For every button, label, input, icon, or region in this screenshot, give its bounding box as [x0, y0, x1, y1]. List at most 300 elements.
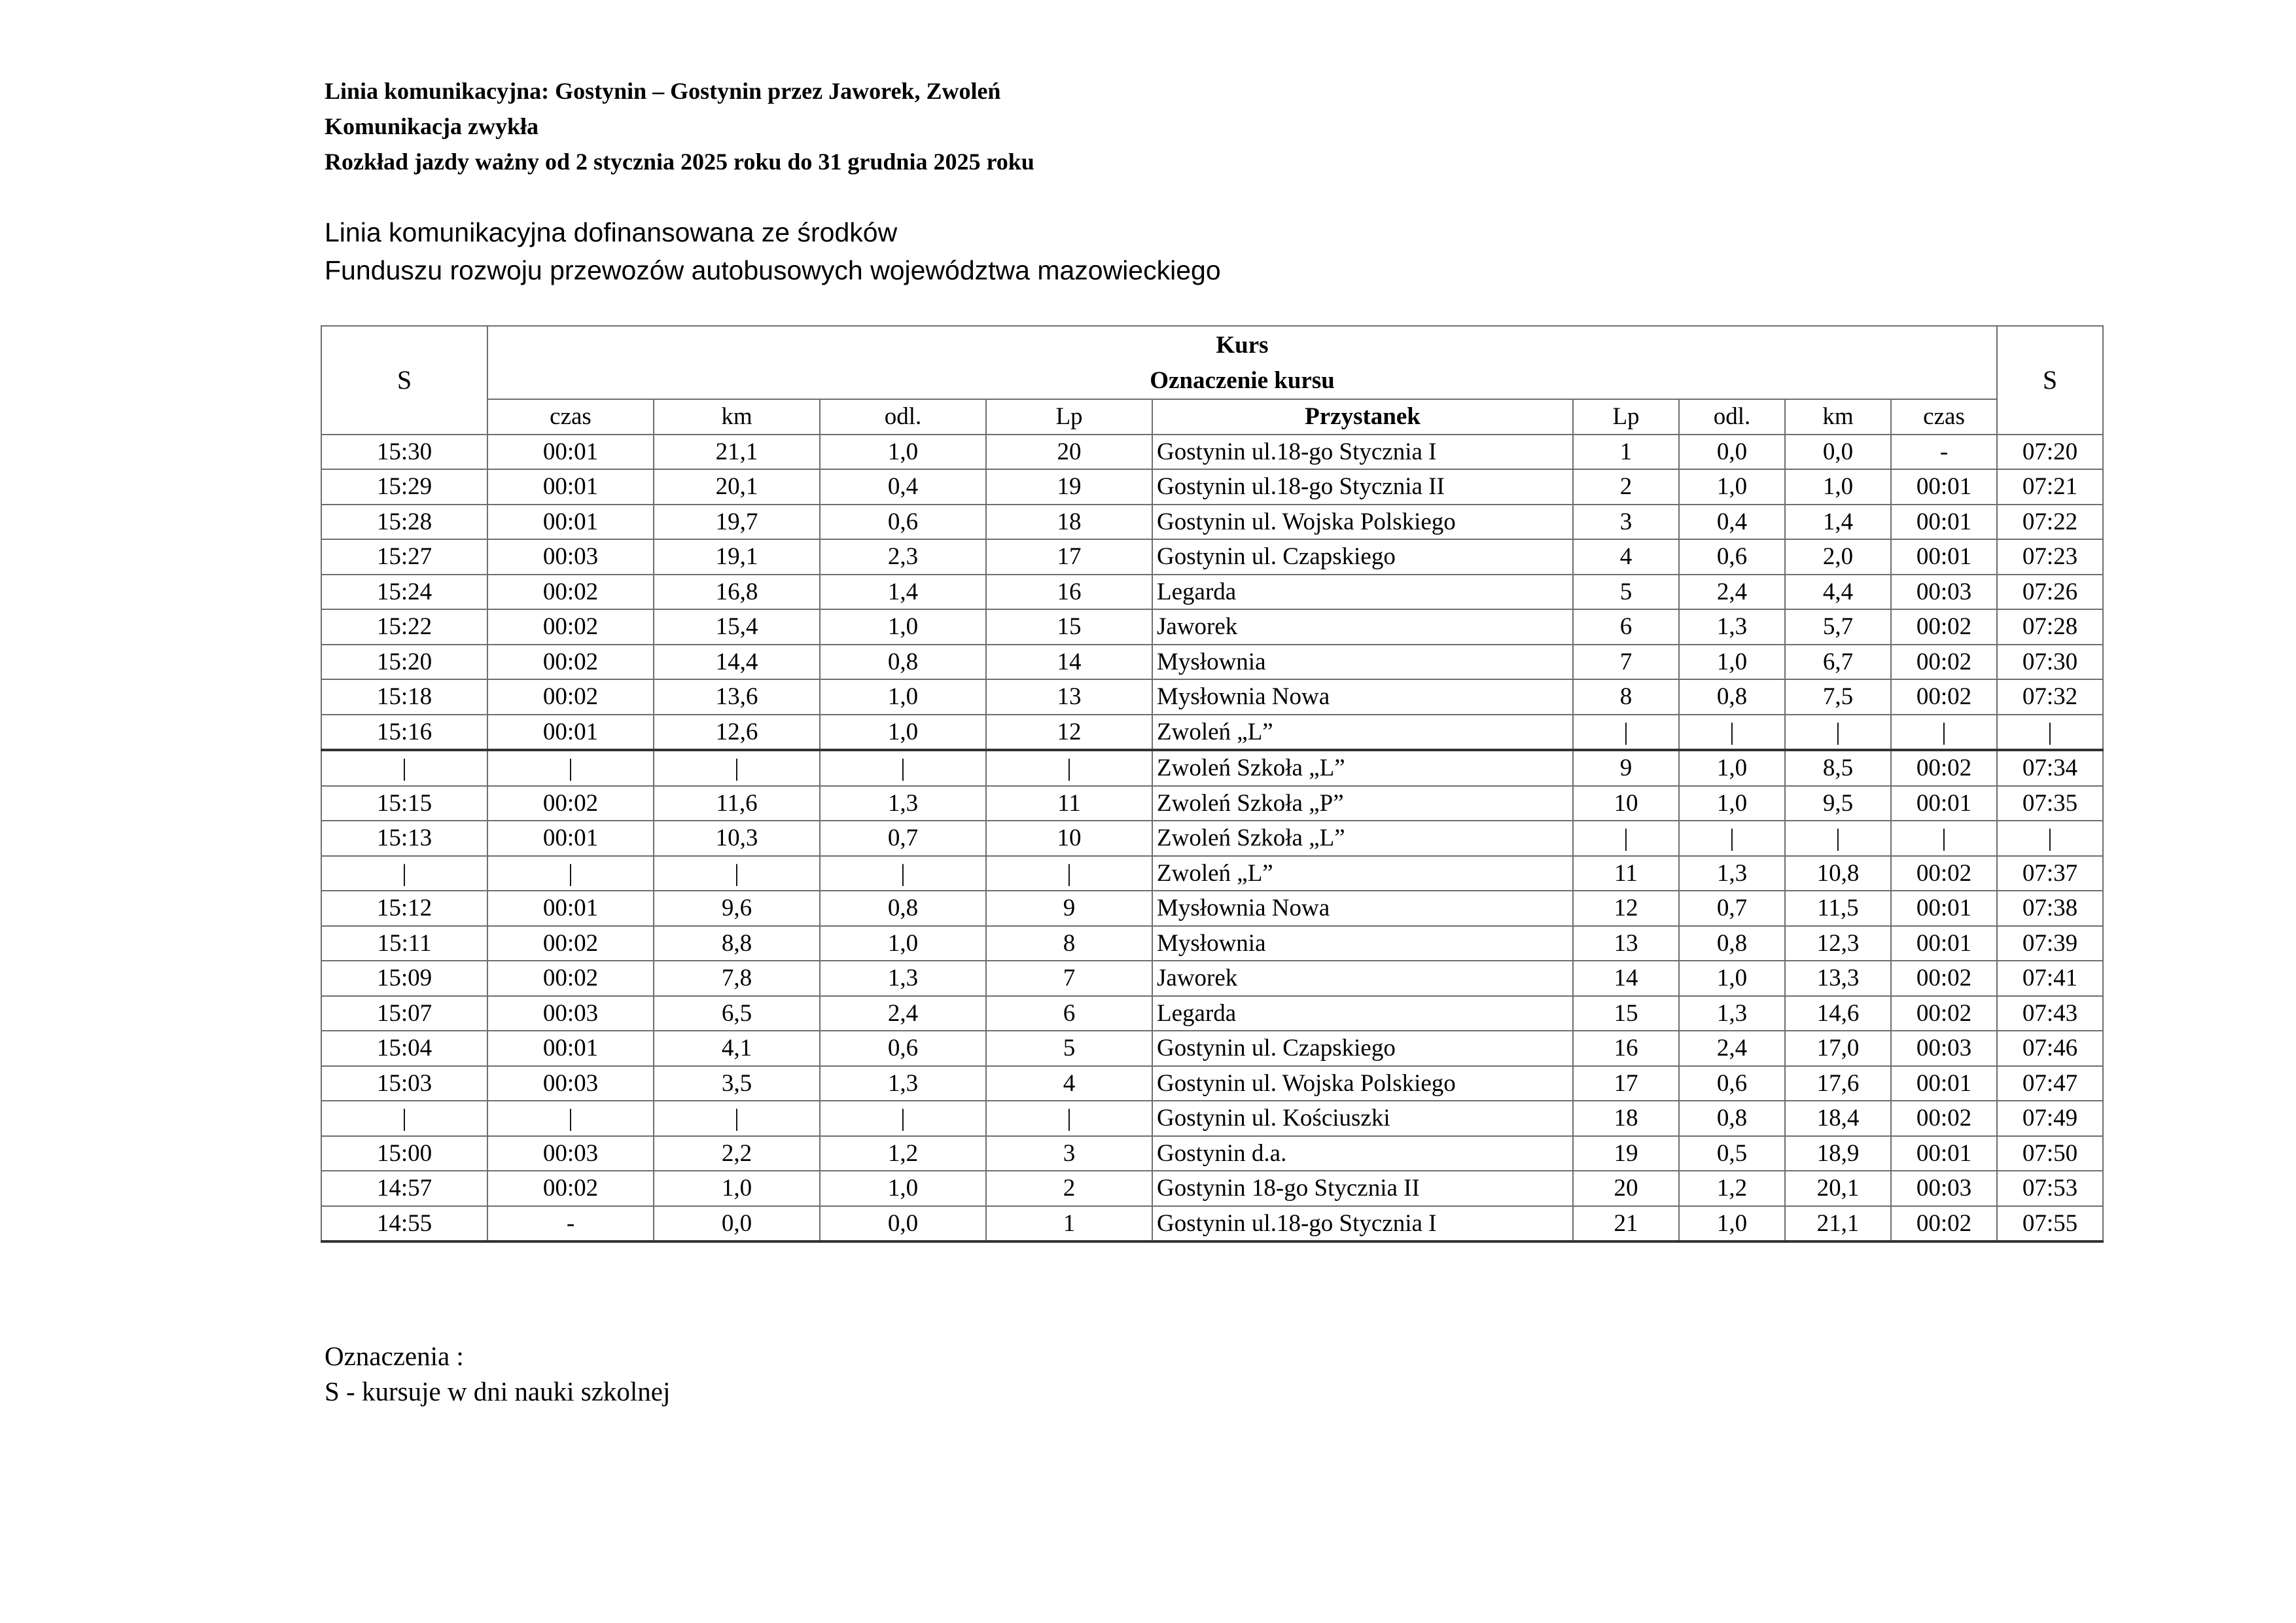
czas-out: 00:02	[1891, 856, 1997, 891]
dep-time-out: |	[1997, 715, 2103, 751]
lp-out: 15	[1573, 996, 1679, 1031]
legend	[325, 1338, 670, 1409]
czas-return: 00:02	[487, 575, 654, 610]
lp-out: 5	[1573, 575, 1679, 610]
dep-time-out: 07:23	[1997, 539, 2103, 575]
odl-out: 0,6	[1679, 539, 1785, 575]
dep-time-out: 07:41	[1997, 961, 2103, 996]
odl-return: 1,0	[820, 609, 986, 645]
odl-return: 0,7	[820, 821, 986, 856]
funding-line-1: Linia komunikacyjna dofinansowana ze środków	[325, 217, 898, 247]
km-return: 12,6	[654, 715, 820, 751]
timetable	[321, 325, 2104, 1243]
lp-return: |	[986, 856, 1152, 891]
stop-name: Gostynin ul. Czapskiego	[1152, 1031, 1573, 1066]
dep-time-return: |	[321, 856, 487, 891]
czas-return: 00:01	[487, 715, 654, 751]
km-return: 2,2	[654, 1136, 820, 1171]
odl-out: 1,0	[1679, 786, 1785, 821]
dep-time-out: 07:26	[1997, 575, 2103, 610]
odl-out: 0,8	[1679, 1101, 1785, 1136]
column-header-3: odl.	[820, 399, 986, 435]
stop-name: Gostynin ul.18-go Stycznia II	[1152, 469, 1573, 505]
column-header-7: odl.	[1679, 399, 1785, 435]
odl-out: 0,5	[1679, 1136, 1785, 1171]
km-return: 9,6	[654, 891, 820, 926]
km-out: 17,0	[1785, 1031, 1891, 1066]
km-return: 20,1	[654, 469, 820, 505]
right-s-header: S	[1997, 326, 2103, 435]
czas-out: 00:01	[1891, 505, 1997, 540]
table-row	[321, 575, 2103, 610]
table-row	[321, 891, 2103, 926]
stop-name: Jaworek	[1152, 609, 1573, 645]
czas-return: 00:01	[487, 1031, 654, 1066]
dep-time-return: |	[321, 1101, 487, 1136]
lp-out: 6	[1573, 609, 1679, 645]
odl-return: 1,2	[820, 1136, 986, 1171]
table-row	[321, 1206, 2103, 1242]
odl-return: 1,0	[820, 435, 986, 470]
lp-return: 13	[986, 679, 1152, 715]
km-out: |	[1785, 821, 1891, 856]
dep-time-out: 07:39	[1997, 926, 2103, 961]
lp-return: 19	[986, 469, 1152, 505]
km-out: 21,1	[1785, 1206, 1891, 1242]
table-row	[321, 609, 2103, 645]
odl-return: 0,6	[820, 505, 986, 540]
czas-return: 00:03	[487, 1136, 654, 1171]
table-row	[321, 1101, 2103, 1136]
table-row	[321, 469, 2103, 505]
dep-time-return: 15:16	[321, 715, 487, 751]
kurs-header	[487, 326, 1997, 399]
km-return: 3,5	[654, 1066, 820, 1101]
odl-out: 0,8	[1679, 679, 1785, 715]
odl-out: 0,8	[1679, 926, 1785, 961]
lp-out: 18	[1573, 1101, 1679, 1136]
oznaczenie-label: Oznaczenie kursu	[1150, 367, 1335, 394]
left-s-header: S	[321, 326, 487, 435]
lp-return: 6	[986, 996, 1152, 1031]
dep-time-out: 07:35	[1997, 786, 2103, 821]
czas-return: |	[487, 856, 654, 891]
stop-name: Gostynin ul. Czapskiego	[1152, 539, 1573, 575]
lp-out: |	[1573, 715, 1679, 751]
odl-return: 0,0	[820, 1206, 986, 1242]
column-header-row	[321, 399, 2103, 435]
table-row	[321, 715, 2103, 751]
lp-out: 16	[1573, 1031, 1679, 1066]
lp-out: 17	[1573, 1066, 1679, 1101]
dep-time-out: 07:32	[1997, 679, 2103, 715]
czas-out: 00:03	[1891, 1171, 1997, 1206]
dep-time-out: 07:37	[1997, 856, 2103, 891]
dep-time-out: 07:30	[1997, 645, 2103, 680]
stop-name: Gostynin 18-go Stycznia II	[1152, 1171, 1573, 1206]
odl-out: |	[1679, 715, 1785, 751]
stop-name: Gostynin ul.18-go Stycznia I	[1152, 435, 1573, 470]
km-return: 19,7	[654, 505, 820, 540]
czas-return: 00:03	[487, 996, 654, 1031]
table-row	[321, 1066, 2103, 1101]
lp-return: 17	[986, 539, 1152, 575]
lp-out: 8	[1573, 679, 1679, 715]
funding-note	[325, 213, 1221, 289]
lp-return: 4	[986, 1066, 1152, 1101]
km-out: 12,3	[1785, 926, 1891, 961]
lp-out: 7	[1573, 645, 1679, 680]
czas-return: |	[487, 1101, 654, 1136]
odl-out: 1,0	[1679, 750, 1785, 786]
czas-out: 00:01	[1891, 926, 1997, 961]
stop-name: Mysłownia	[1152, 645, 1573, 680]
odl-out: 1,0	[1679, 645, 1785, 680]
odl-return: 2,4	[820, 996, 986, 1031]
odl-out: 1,0	[1679, 469, 1785, 505]
km-return: 0,0	[654, 1206, 820, 1242]
dep-time-return: 15:07	[321, 996, 487, 1031]
legend-item-s: S - kursuje w dni nauki szkolnej	[325, 1376, 671, 1406]
table-row	[321, 505, 2103, 540]
km-return: |	[654, 1101, 820, 1136]
kurs-label: Kurs	[1216, 332, 1269, 359]
km-out: 7,5	[1785, 679, 1891, 715]
dep-time-return: 15:20	[321, 645, 487, 680]
dep-time-out: 07:20	[1997, 435, 2103, 470]
czas-out: 00:01	[1891, 786, 1997, 821]
dep-time-return: 14:57	[321, 1171, 487, 1206]
km-out: 9,5	[1785, 786, 1891, 821]
odl-out: 2,4	[1679, 575, 1785, 610]
km-return: 19,1	[654, 539, 820, 575]
czas-out: 00:01	[1891, 469, 1997, 505]
document-header	[325, 73, 1034, 179]
czas-return: 00:02	[487, 926, 654, 961]
czas-return: 00:02	[487, 1171, 654, 1206]
odl-out: 1,3	[1679, 609, 1785, 645]
dep-time-return: 15:24	[321, 575, 487, 610]
odl-return: 0,6	[820, 1031, 986, 1066]
dep-time-return: 15:03	[321, 1066, 487, 1101]
dep-time-out: 07:21	[1997, 469, 2103, 505]
table-row	[321, 926, 2103, 961]
lp-out: 21	[1573, 1206, 1679, 1242]
lp-return: 8	[986, 926, 1152, 961]
dep-time-return: 15:00	[321, 1136, 487, 1171]
table-row	[321, 996, 2103, 1031]
dep-time-out: 07:46	[1997, 1031, 2103, 1066]
stop-name: Gostynin ul. Kościuszki	[1152, 1101, 1573, 1136]
lp-return: |	[986, 750, 1152, 786]
dep-time-out: 07:53	[1997, 1171, 2103, 1206]
km-return: |	[654, 750, 820, 786]
service-type: Komunikacja zwykła	[325, 113, 539, 139]
odl-out: 0,6	[1679, 1066, 1785, 1101]
km-out: 14,6	[1785, 996, 1891, 1031]
km-out: 4,4	[1785, 575, 1891, 610]
odl-return: 1,0	[820, 1171, 986, 1206]
km-out: 17,6	[1785, 1066, 1891, 1101]
lp-return: 3	[986, 1136, 1152, 1171]
stop-name: Gostynin ul.18-go Stycznia I	[1152, 1206, 1573, 1242]
km-return: 10,3	[654, 821, 820, 856]
odl-out: 0,4	[1679, 505, 1785, 540]
lp-out: 3	[1573, 505, 1679, 540]
lp-out: 1	[1573, 435, 1679, 470]
czas-out: 00:02	[1891, 961, 1997, 996]
czas-return: 00:01	[487, 435, 654, 470]
lp-out: 10	[1573, 786, 1679, 821]
czas-out: 00:02	[1891, 750, 1997, 786]
lp-return: 7	[986, 961, 1152, 996]
km-out: 8,5	[1785, 750, 1891, 786]
lp-out: 12	[1573, 891, 1679, 926]
km-return: 8,8	[654, 926, 820, 961]
czas-return: -	[487, 1206, 654, 1242]
km-out: 18,4	[1785, 1101, 1891, 1136]
lp-return: 10	[986, 821, 1152, 856]
km-return: 16,8	[654, 575, 820, 610]
odl-out: 1,0	[1679, 961, 1785, 996]
odl-out: 1,3	[1679, 996, 1785, 1031]
stop-name: Mysłownia Nowa	[1152, 891, 1573, 926]
czas-out: |	[1891, 715, 1997, 751]
table-row	[321, 435, 2103, 470]
stop-name: Jaworek	[1152, 961, 1573, 996]
km-return: 11,6	[654, 786, 820, 821]
dep-time-return: 15:13	[321, 821, 487, 856]
column-header-4: Lp	[986, 399, 1152, 435]
stop-name: Zwoleń „L”	[1152, 856, 1573, 891]
dep-time-out: 07:22	[1997, 505, 2103, 540]
line-title: Linia komunikacyjna: Gostynin – Gostynin przez Jaworek, Zwoleń	[325, 78, 1001, 104]
dep-time-return: 15:30	[321, 435, 487, 470]
dep-time-out: 07:38	[1997, 891, 2103, 926]
odl-return: |	[820, 750, 986, 786]
dep-time-out: 07:43	[1997, 996, 2103, 1031]
legend-title: Oznaczenia :	[325, 1341, 464, 1371]
lp-out: 13	[1573, 926, 1679, 961]
czas-out: 00:02	[1891, 1206, 1997, 1242]
czas-return: 00:01	[487, 469, 654, 505]
odl-return: 1,0	[820, 679, 986, 715]
czas-return: |	[487, 750, 654, 786]
odl-out: 1,2	[1679, 1171, 1785, 1206]
lp-return: 12	[986, 715, 1152, 751]
km-return: 21,1	[654, 435, 820, 470]
lp-return: 11	[986, 786, 1152, 821]
odl-return: 0,8	[820, 645, 986, 680]
odl-out: 2,4	[1679, 1031, 1785, 1066]
odl-return: 1,0	[820, 926, 986, 961]
column-header-6: Lp	[1573, 399, 1679, 435]
czas-out: 00:02	[1891, 679, 1997, 715]
lp-return: 20	[986, 435, 1152, 470]
odl-return: |	[820, 856, 986, 891]
lp-out: 19	[1573, 1136, 1679, 1171]
czas-return: 00:02	[487, 609, 654, 645]
km-out: 1,0	[1785, 469, 1891, 505]
dep-time-return: 15:12	[321, 891, 487, 926]
lp-return: 18	[986, 505, 1152, 540]
column-header-5: Przystanek	[1152, 399, 1573, 435]
table-row	[321, 786, 2103, 821]
dep-time-return: 15:15	[321, 786, 487, 821]
lp-return: 16	[986, 575, 1152, 610]
lp-return: 9	[986, 891, 1152, 926]
czas-out: 00:01	[1891, 539, 1997, 575]
km-out: 10,8	[1785, 856, 1891, 891]
odl-return: 0,4	[820, 469, 986, 505]
odl-out: 0,0	[1679, 435, 1785, 470]
table-row	[321, 750, 2103, 786]
lp-out: |	[1573, 821, 1679, 856]
czas-return: 00:02	[487, 961, 654, 996]
stop-name: Legarda	[1152, 575, 1573, 610]
dep-time-out: |	[1997, 821, 2103, 856]
dep-time-out: 07:50	[1997, 1136, 2103, 1171]
lp-out: 4	[1573, 539, 1679, 575]
stop-name: Zwoleń „L”	[1152, 715, 1573, 751]
dep-time-return: 14:55	[321, 1206, 487, 1242]
czas-return: 00:02	[487, 679, 654, 715]
lp-out: 2	[1573, 469, 1679, 505]
dep-time-return: 15:11	[321, 926, 487, 961]
odl-out: 0,7	[1679, 891, 1785, 926]
czas-out: -	[1891, 435, 1997, 470]
stop-name: Mysłownia	[1152, 926, 1573, 961]
dep-time-out: 07:34	[1997, 750, 2103, 786]
stop-name: Zwoleń Szkoła „P”	[1152, 786, 1573, 821]
funding-line-2: Funduszu rozwoju przewozów autobusowych województwa mazowieckiego	[325, 255, 1221, 285]
km-return: 6,5	[654, 996, 820, 1031]
dep-time-out: 07:47	[1997, 1066, 2103, 1101]
czas-out: 00:01	[1891, 1066, 1997, 1101]
czas-return: 00:01	[487, 891, 654, 926]
dep-time-return: 15:09	[321, 961, 487, 996]
czas-return: 00:03	[487, 539, 654, 575]
odl-return: |	[820, 1101, 986, 1136]
stop-name: Gostynin ul. Wojska Polskiego	[1152, 505, 1573, 540]
km-return: |	[654, 856, 820, 891]
table-row	[321, 645, 2103, 680]
column-header-8: km	[1785, 399, 1891, 435]
lp-out: 11	[1573, 856, 1679, 891]
km-out: 18,9	[1785, 1136, 1891, 1171]
odl-return: 1,3	[820, 786, 986, 821]
km-return: 13,6	[654, 679, 820, 715]
dep-time-return: 15:04	[321, 1031, 487, 1066]
table-row	[321, 1171, 2103, 1206]
czas-out: 00:02	[1891, 996, 1997, 1031]
stop-name: Zwoleń Szkoła „L”	[1152, 750, 1573, 786]
odl-return: 1,4	[820, 575, 986, 610]
table-row	[321, 539, 2103, 575]
km-return: 4,1	[654, 1031, 820, 1066]
km-out: 2,0	[1785, 539, 1891, 575]
lp-return: 5	[986, 1031, 1152, 1066]
lp-return: 14	[986, 645, 1152, 680]
km-out: 1,4	[1785, 505, 1891, 540]
stop-name: Gostynin ul. Wojska Polskiego	[1152, 1066, 1573, 1101]
table-row	[321, 821, 2103, 856]
odl-return: 2,3	[820, 539, 986, 575]
stop-name: Gostynin d.a.	[1152, 1136, 1573, 1171]
dep-time-return: |	[321, 750, 487, 786]
stop-name: Zwoleń Szkoła „L”	[1152, 821, 1573, 856]
km-out: 13,3	[1785, 961, 1891, 996]
table-row	[321, 961, 2103, 996]
dep-time-out: 07:49	[1997, 1101, 2103, 1136]
validity-period: Rozkład jazdy ważny od 2 stycznia 2025 roku do 31 grudnia 2025 roku	[325, 149, 1034, 175]
column-header-9: czas	[1891, 399, 1997, 435]
km-out: |	[1785, 715, 1891, 751]
km-return: 1,0	[654, 1171, 820, 1206]
table-row	[321, 679, 2103, 715]
km-out: 6,7	[1785, 645, 1891, 680]
column-header-2: km	[654, 399, 820, 435]
dep-time-out: 07:28	[1997, 609, 2103, 645]
odl-return: 1,0	[820, 715, 986, 751]
lp-out: 20	[1573, 1171, 1679, 1206]
column-header-1: czas	[487, 399, 654, 435]
stop-name: Mysłownia Nowa	[1152, 679, 1573, 715]
czas-out: 00:01	[1891, 1136, 1997, 1171]
table-row	[321, 1031, 2103, 1066]
dep-time-return: 15:18	[321, 679, 487, 715]
lp-return: 2	[986, 1171, 1152, 1206]
table-row	[321, 1136, 2103, 1171]
lp-return: |	[986, 1101, 1152, 1136]
czas-out: 00:02	[1891, 645, 1997, 680]
odl-out: |	[1679, 821, 1785, 856]
czas-return: 00:01	[487, 505, 654, 540]
km-return: 14,4	[654, 645, 820, 680]
stop-name: Legarda	[1152, 996, 1573, 1031]
czas-out: 00:01	[1891, 891, 1997, 926]
lp-out: 9	[1573, 750, 1679, 786]
czas-out: 00:02	[1891, 1101, 1997, 1136]
dep-time-out: 07:55	[1997, 1206, 2103, 1242]
czas-return: 00:01	[487, 821, 654, 856]
km-return: 15,4	[654, 609, 820, 645]
odl-out: 1,3	[1679, 856, 1785, 891]
dep-time-return: 15:28	[321, 505, 487, 540]
czas-out: 00:03	[1891, 1031, 1997, 1066]
km-out: 0,0	[1785, 435, 1891, 470]
dep-time-return: 15:29	[321, 469, 487, 505]
lp-return: 1	[986, 1206, 1152, 1242]
czas-out: |	[1891, 821, 1997, 856]
dep-time-return: 15:27	[321, 539, 487, 575]
czas-out: 00:02	[1891, 609, 1997, 645]
timetable-body	[321, 435, 2103, 1242]
odl-return: 1,3	[820, 1066, 986, 1101]
czas-out: 00:03	[1891, 575, 1997, 610]
odl-out: 1,0	[1679, 1206, 1785, 1242]
km-out: 11,5	[1785, 891, 1891, 926]
lp-return: 15	[986, 609, 1152, 645]
km-out: 5,7	[1785, 609, 1891, 645]
dep-time-return: 15:22	[321, 609, 487, 645]
lp-out: 14	[1573, 961, 1679, 996]
czas-return: 00:02	[487, 786, 654, 821]
km-return: 7,8	[654, 961, 820, 996]
odl-return: 0,8	[820, 891, 986, 926]
czas-return: 00:03	[487, 1066, 654, 1101]
odl-return: 1,3	[820, 961, 986, 996]
